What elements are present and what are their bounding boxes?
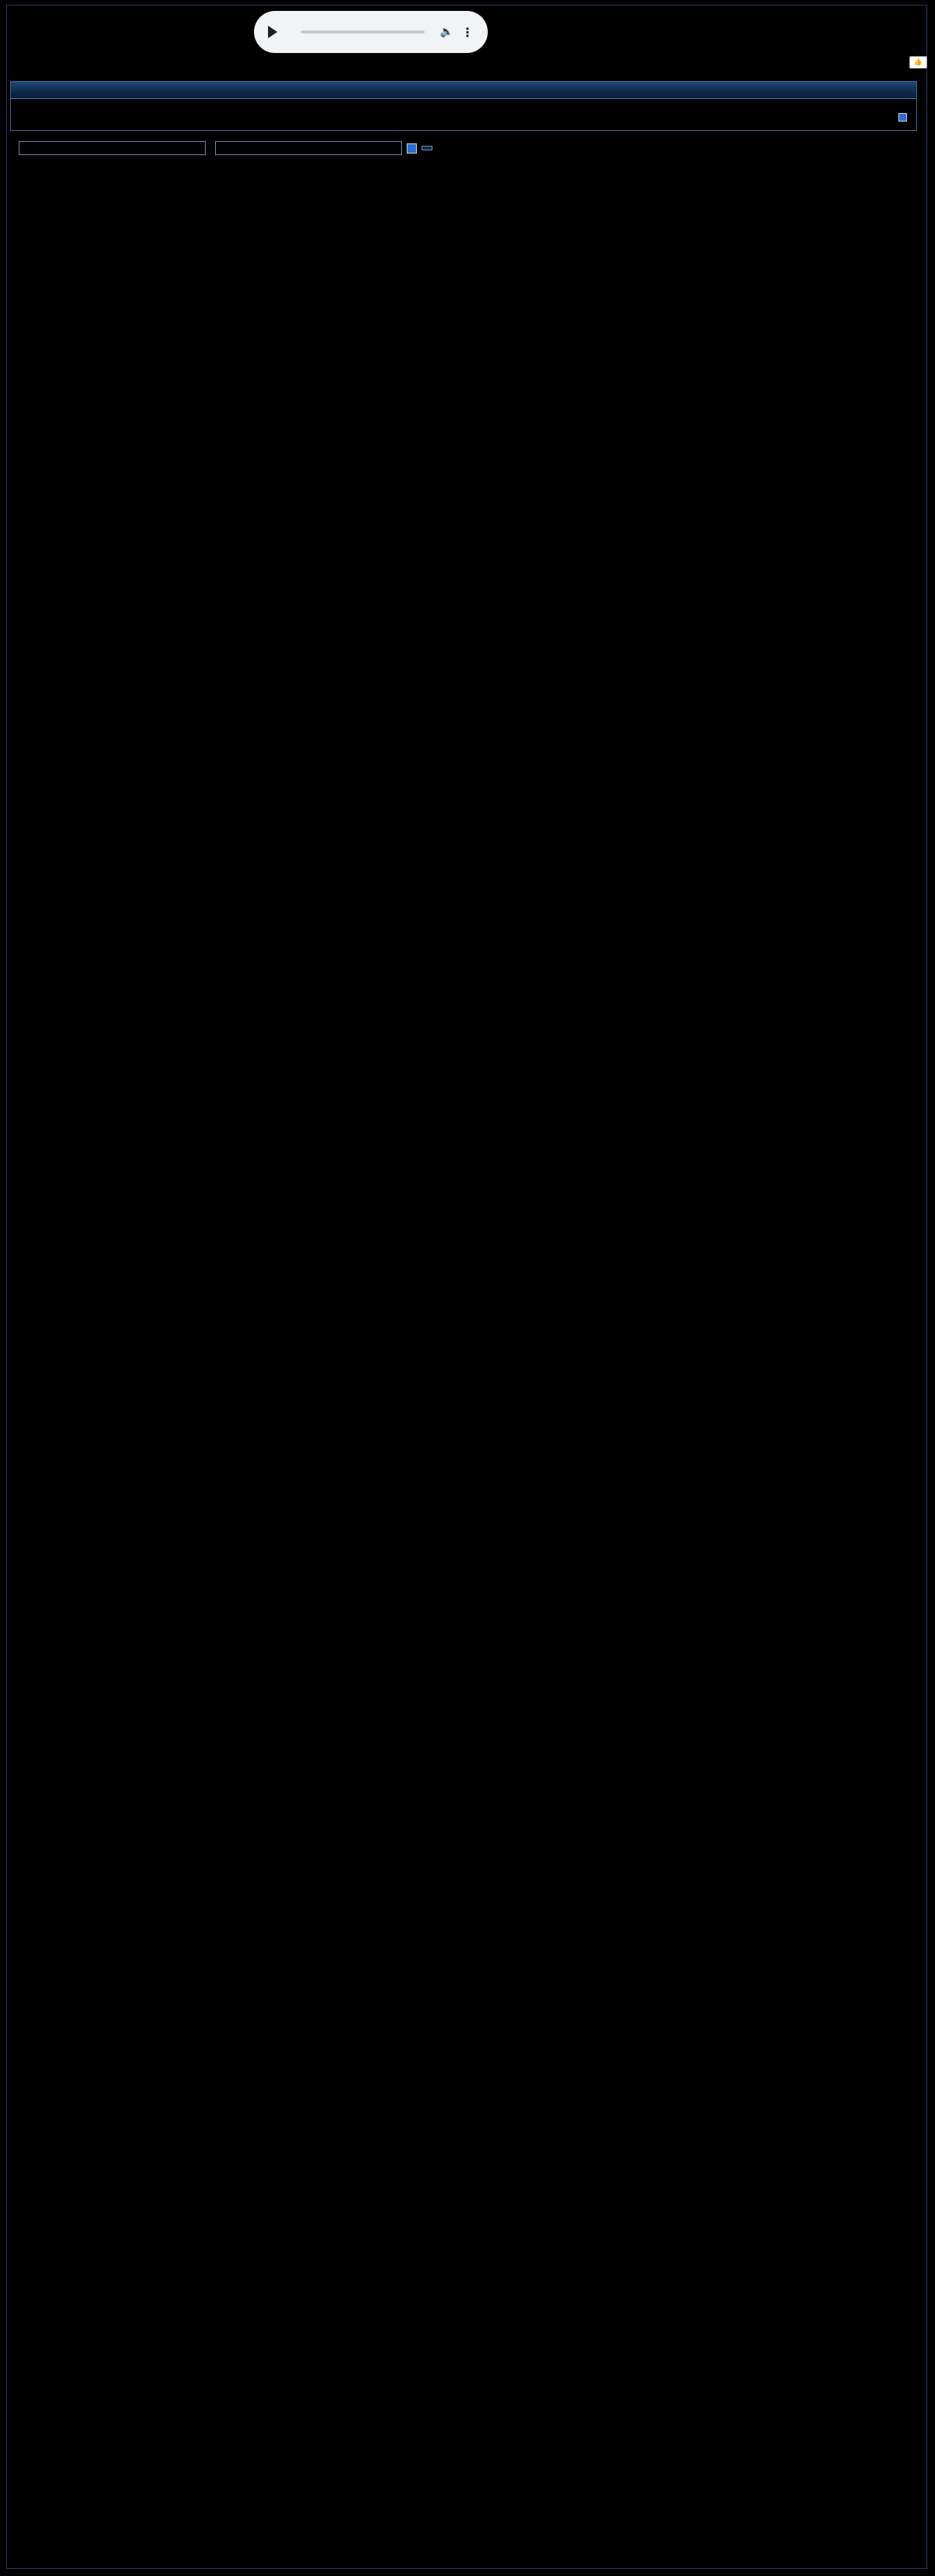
play-icon[interactable] xyxy=(268,26,277,38)
remember-checkbox[interactable] xyxy=(407,143,417,154)
login-form xyxy=(14,139,432,157)
page-frame xyxy=(6,5,927,2569)
audio-seek-bar[interactable] xyxy=(301,30,425,34)
overview-links[interactable] xyxy=(11,108,916,127)
like-button[interactable]: 👍 xyxy=(909,56,927,69)
register-checkbox-icon xyxy=(898,113,907,122)
more-options-icon[interactable]: ⋮ xyxy=(461,24,474,40)
volume-icon[interactable]: 🔈 xyxy=(439,26,453,38)
password-input[interactable] xyxy=(215,141,402,155)
login-button[interactable] xyxy=(422,146,432,150)
register-link[interactable] xyxy=(898,111,910,122)
username-input[interactable] xyxy=(19,141,206,155)
audio-player[interactable] xyxy=(254,11,488,53)
overview-box xyxy=(10,81,917,131)
header xyxy=(0,0,935,67)
overview-title xyxy=(11,82,916,99)
